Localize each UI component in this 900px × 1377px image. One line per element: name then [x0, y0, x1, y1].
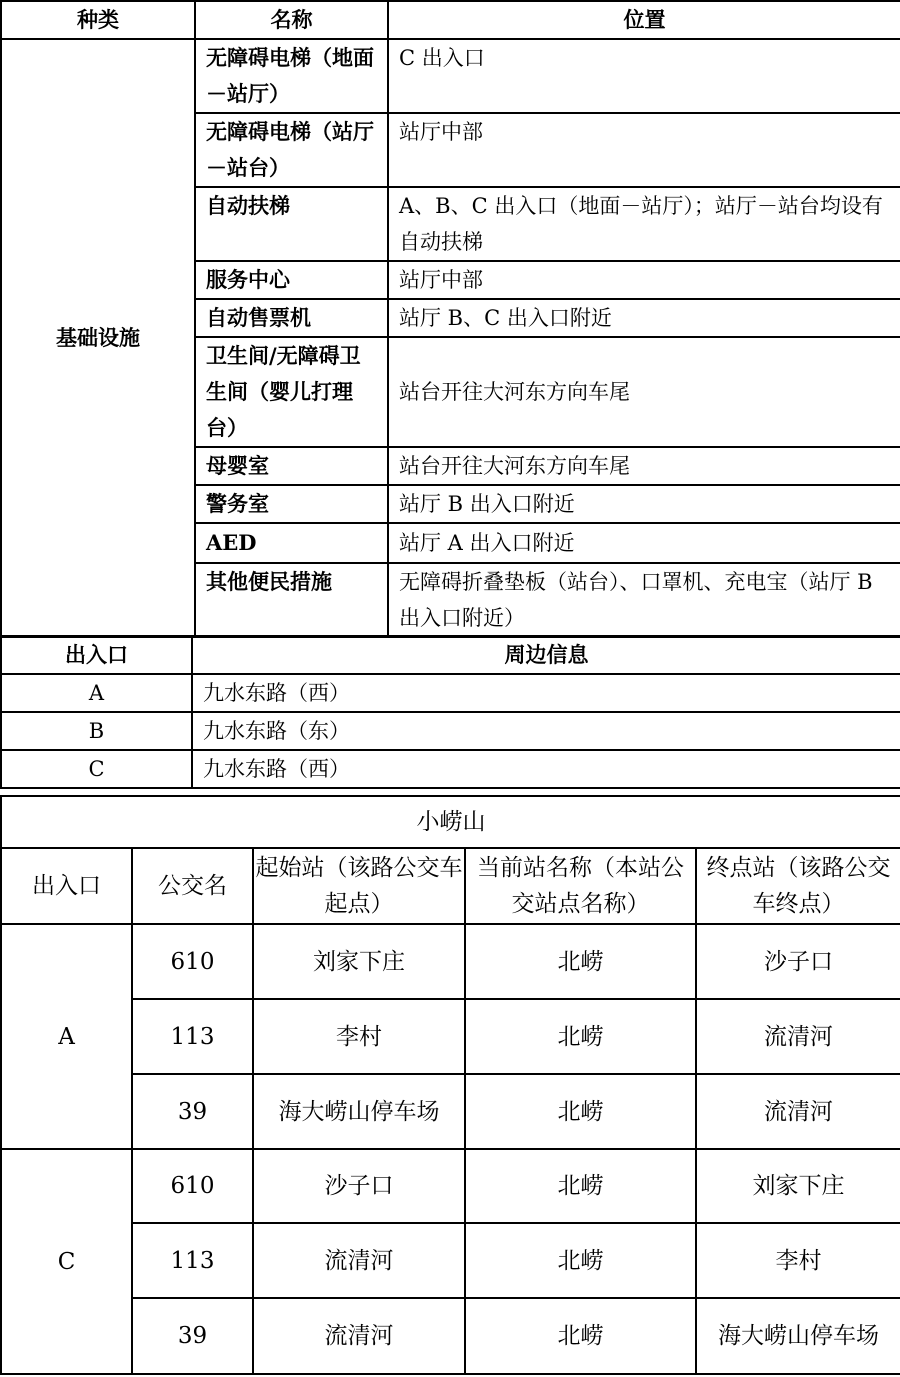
end-station: 沙子口: [696, 924, 900, 999]
table-row: [1, 924, 900, 999]
current-station: 北崂: [465, 924, 696, 999]
exit-info: 九水东路（西）: [192, 750, 900, 788]
facility-location: 站台开往大河东方向车尾: [388, 337, 900, 447]
facility-name: 服务中心: [195, 261, 388, 299]
facility-name: 其他便民措施: [195, 563, 388, 637]
facility-name: 自动扶梯: [195, 187, 388, 261]
bus-header-row: [1, 848, 900, 924]
exit-info: 九水东路（东）: [192, 712, 900, 750]
bus-line: 113: [132, 999, 253, 1074]
facility-location: 站厅 A 出入口附近: [388, 523, 900, 563]
end-station: 海大崂山停车场: [696, 1298, 900, 1374]
table-row: [1, 750, 900, 788]
table-row: [1, 39, 900, 113]
station-title: 小崂山: [1, 796, 900, 848]
start-station: 流清河: [253, 1223, 465, 1298]
header-surroundings: 周边信息: [192, 636, 900, 674]
start-station: 李村: [253, 999, 465, 1074]
current-station: 北崂: [465, 1223, 696, 1298]
facility-location: 站厅中部: [388, 261, 900, 299]
exit-info: 九水东路（西）: [192, 674, 900, 712]
facility-name: 无障碍电梯（站厅－站台）: [195, 113, 388, 187]
current-station: 北崂: [465, 1149, 696, 1223]
table-row: [1, 1223, 900, 1298]
facility-name: 自动售票机: [195, 299, 388, 337]
facility-name: 无障碍电梯（地面－站厅）: [195, 39, 388, 113]
facility-location: 站厅中部: [388, 113, 900, 187]
header-name: 名称: [195, 1, 388, 39]
table-row: [1, 999, 900, 1074]
bus-table: [0, 795, 900, 1375]
header-current: 当前站名称（本站公交站点名称）: [465, 848, 696, 924]
bus-line: 39: [132, 1074, 253, 1149]
header-location: 位置: [388, 1, 900, 39]
end-station: 刘家下庄: [696, 1149, 900, 1223]
start-station: 流清河: [253, 1298, 465, 1374]
bus-line: 39: [132, 1298, 253, 1374]
facilities-table: [0, 0, 900, 638]
header-end: 终点站（该路公交车终点）: [696, 848, 900, 924]
facility-name: 母婴室: [195, 447, 388, 485]
exit-cell: A: [1, 674, 192, 712]
bus-line: 113: [132, 1223, 253, 1298]
facility-location: A、B、C 出入口（地面－站厅）；站厅－站台均设有自动扶梯: [388, 187, 900, 261]
current-station: 北崂: [465, 1074, 696, 1149]
current-station: 北崂: [465, 999, 696, 1074]
facility-location: 站厅 B、C 出入口附近: [388, 299, 900, 337]
table-row: [1, 1074, 900, 1149]
bus-title-row: [1, 796, 900, 848]
bus-line: 610: [132, 1149, 253, 1223]
exit-cell: C: [1, 750, 192, 788]
end-station: 李村: [696, 1223, 900, 1298]
table-row: [1, 674, 900, 712]
exits-table: [0, 635, 900, 789]
facility-location: 站台开往大河东方向车尾: [388, 447, 900, 485]
end-station: 流清河: [696, 999, 900, 1074]
exit-group-cell: A: [1, 924, 132, 1149]
header-exit: 出入口: [1, 636, 192, 674]
facility-name: 卫生间/无障碍卫生间（婴儿打理台）: [195, 337, 388, 447]
header-line: 公交名: [132, 848, 253, 924]
facility-location: 无障碍折叠垫板（站台）、口罩机、充电宝（站厅 B 出入口附近）: [388, 563, 900, 637]
header-start: 起始站（该路公交车起点）: [253, 848, 465, 924]
exits-header-row: [1, 636, 900, 674]
bus-line: 610: [132, 924, 253, 999]
facility-location: 站厅 B 出入口附近: [388, 485, 900, 523]
exit-group-cell: C: [1, 1149, 132, 1374]
table-row: [1, 1149, 900, 1223]
exit-cell: B: [1, 712, 192, 750]
current-station: 北崂: [465, 1298, 696, 1374]
start-station: 沙子口: [253, 1149, 465, 1223]
facilities-header-row: [1, 1, 900, 39]
facility-name: AED: [195, 523, 388, 563]
start-station: 刘家下庄: [253, 924, 465, 999]
facility-location: C 出入口: [388, 39, 900, 113]
start-station: 海大崂山停车场: [253, 1074, 465, 1149]
header-category: 种类: [1, 1, 195, 39]
table-row: [1, 1298, 900, 1374]
category-cell: 基础设施: [1, 39, 195, 637]
end-station: 流清河: [696, 1074, 900, 1149]
facility-name: 警务室: [195, 485, 388, 523]
table-row: [1, 712, 900, 750]
header-exit: 出入口: [1, 848, 132, 924]
